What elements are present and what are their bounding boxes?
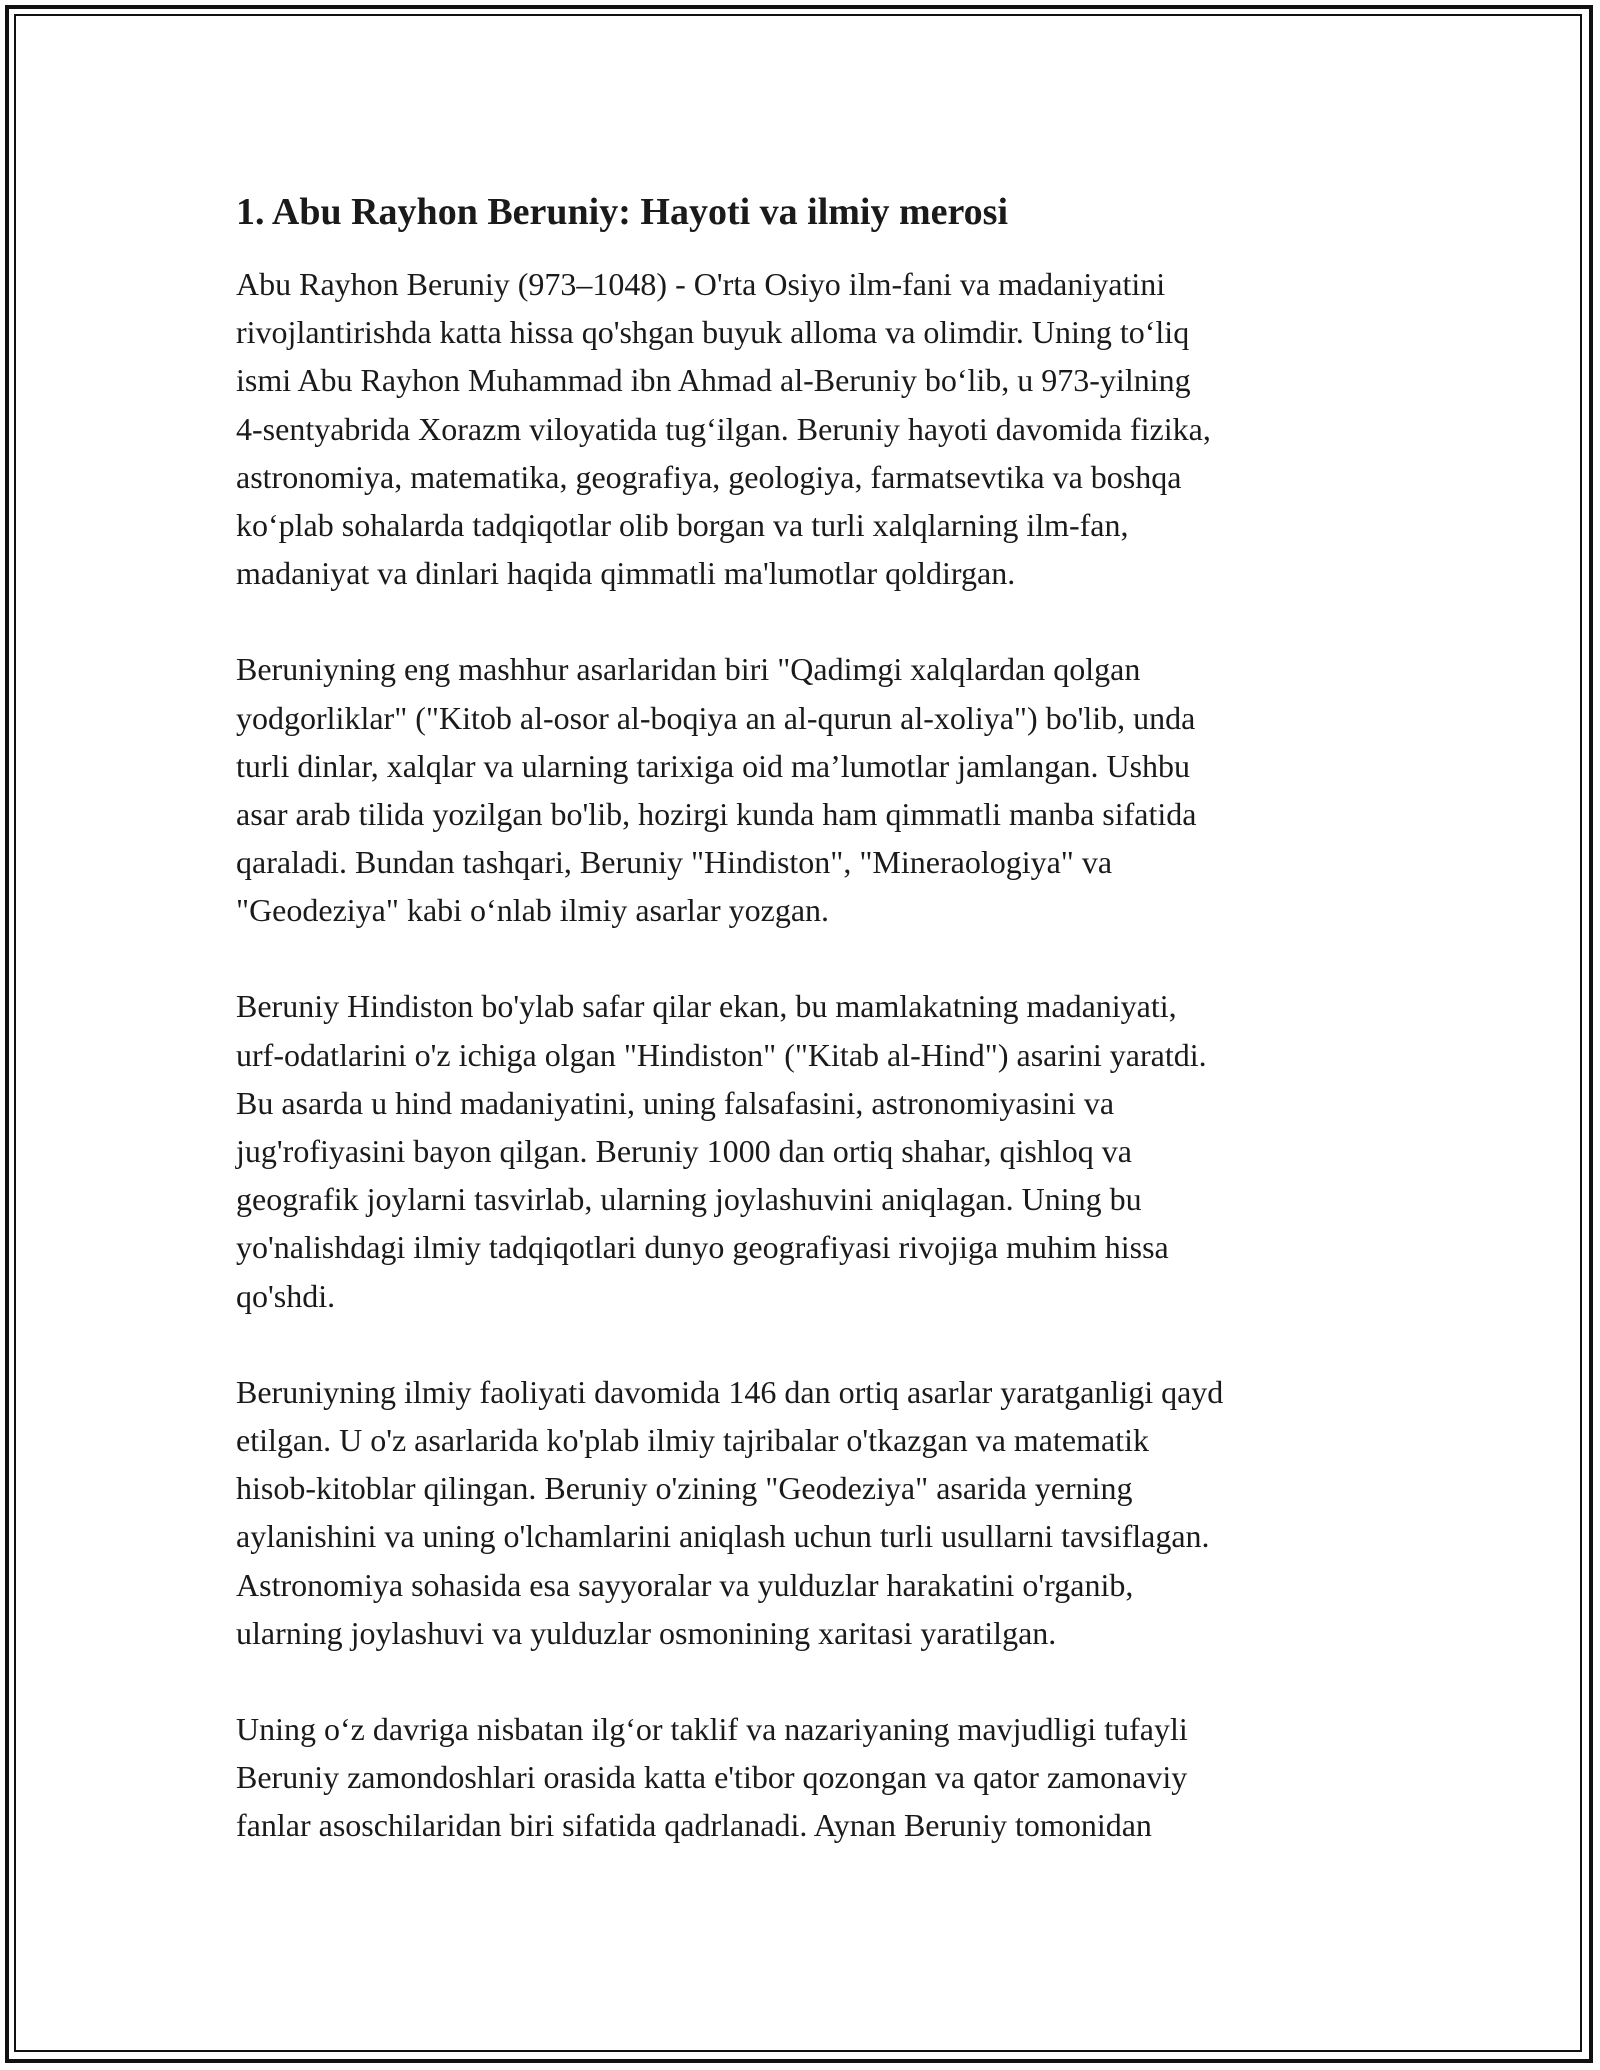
paragraph-line: jug'rofiyasini bayon qilgan. Beruniy 1000 dan ortiq shahar, qishloq va: [236, 1133, 1132, 1169]
paragraph-line: geografik joylarni tasvirlab, ularning joylashuvini aniqlagan. Uning bu: [236, 1181, 1142, 1218]
paragraph-line: Beruniyning ilmiy faoliyati davomida 146 dan ortiq asarlar yaratganligi qayd: [236, 1373, 1224, 1410]
paragraph-line: yo'nalishdagi ilmiy tadqiqotlari dunyo geografiyasi rivojiga muhim hissa: [236, 1229, 1169, 1266]
paragraph-5: [236, 1705, 1376, 1850]
paragraph-line: fanlar asoschilaridan biri sifatida qadrlanadi. Aynan Beruniy tomonidan: [236, 1807, 1152, 1844]
paragraph-4: [236, 1368, 1376, 1657]
paragraph-line: 4-sentyabrida Xorazm viloyatida tug‘ilgan. Beruniy hayoti davomida fizika,: [236, 410, 1211, 447]
paragraph-line: Beruniy Hindiston bo'ylab safar qilar ekan, bu mamlakatning madaniyati,: [236, 988, 1177, 1025]
paragraph-line: yodgorliklar" ("Kitob al-osor al-boqiya an al-qurun al-xoliya") bo'lib, unda: [236, 699, 1196, 736]
paragraph-line: ismi Abu Rayhon Muhammad ibn Ahmad al-Beruniy bo‘lib, u 973-yilning: [236, 362, 1191, 399]
paragraph-line: qaraladi. Bundan tashqari, Beruniy "Hindiston", "Mineraologiya" va: [236, 844, 1113, 881]
paragraph-line: qo'shdi.: [236, 1277, 336, 1314]
paragraph-line: asar arab tilida yozilgan bo'lib, hozirgi kunda ham qimmatli manba sifatida: [236, 795, 1197, 832]
paragraph-line: aylanishini va uning o'lchamlarini aniqlash uchun turli usullarni tavsiflagan.: [236, 1518, 1210, 1555]
document-body: [236, 186, 1376, 1897]
paragraph-3: [236, 982, 1376, 1319]
paragraph-line: Abu Rayhon Beruniy (973–1048) - O'rta Osiyo ilm-fani va madaniyatini: [236, 266, 1166, 302]
paragraph-line: turli dinlar, xalqlar va ularning tarixiga oid ma’lumotlar jamlangan. Ushbu: [236, 747, 1191, 784]
paragraph-line: rivojlantirishda katta hissa qo'shgan buyuk alloma va olimdir. Uning to‘liq: [236, 314, 1190, 351]
paragraph-line: ularning joylashuvi va yulduzlar osmonining xaritasi yaratilgan.: [236, 1614, 1057, 1651]
paragraph-line: Uning o‘z davriga nisbatan ilg‘or taklif va nazariyaning mavjudligi tufayli: [236, 1710, 1188, 1747]
paragraph-line: Beruniyning eng mashhur asarlaridan biri "Qadimgi xalqlardan qolgan: [236, 651, 1141, 688]
paragraph-line: Bu asarda u hind madaniyatini, uning falsafasini, astronomiyasini va: [236, 1084, 1115, 1121]
paragraph-line: hisob-kitoblar qilingan. Beruniy o'zining "Geodeziya" asarida yerning: [236, 1470, 1133, 1507]
paragraph-line: etilgan. U o'z asarlarida ko'plab ilmiy tajribalar o'tkazgan va matematik: [236, 1421, 1149, 1458]
paragraph-line: astronomiya, matematika, geografiya, geologiya, farmatsevtika va boshqa: [236, 458, 1182, 495]
paragraph-line: urf-odatlarini o'z ichiga olgan "Hindiston" ("Kitab al-Hind") asarini yaratdi.: [236, 1036, 1207, 1073]
paragraph-line: madaniyat va dinlari haqida qimmatli ma'lumotlar qoldirgan.: [236, 555, 1016, 592]
paragraph-2: [236, 645, 1376, 934]
paragraph-line: ko‘plab sohalarda tadqiqotlar olib borgan va turli xalqlarning ilm-fan,: [236, 506, 1129, 543]
paragraph-line: Beruniy zamondoshlari orasida katta e'tibor qozongan va qator zamonaviy: [236, 1759, 1188, 1796]
paragraph-line: Astronomiya sohasida esa sayyoralar va yulduzlar harakatini o'rganib,: [236, 1566, 1134, 1603]
paragraph-line: "Geodeziya" kabi o‘nlab ilmiy asarlar yozgan.: [236, 892, 830, 929]
paragraph-1: [236, 260, 1376, 597]
section-heading: 1. Abu Rayhon Beruniy: Hayoti va ilmiy merosi: [236, 191, 1009, 233]
